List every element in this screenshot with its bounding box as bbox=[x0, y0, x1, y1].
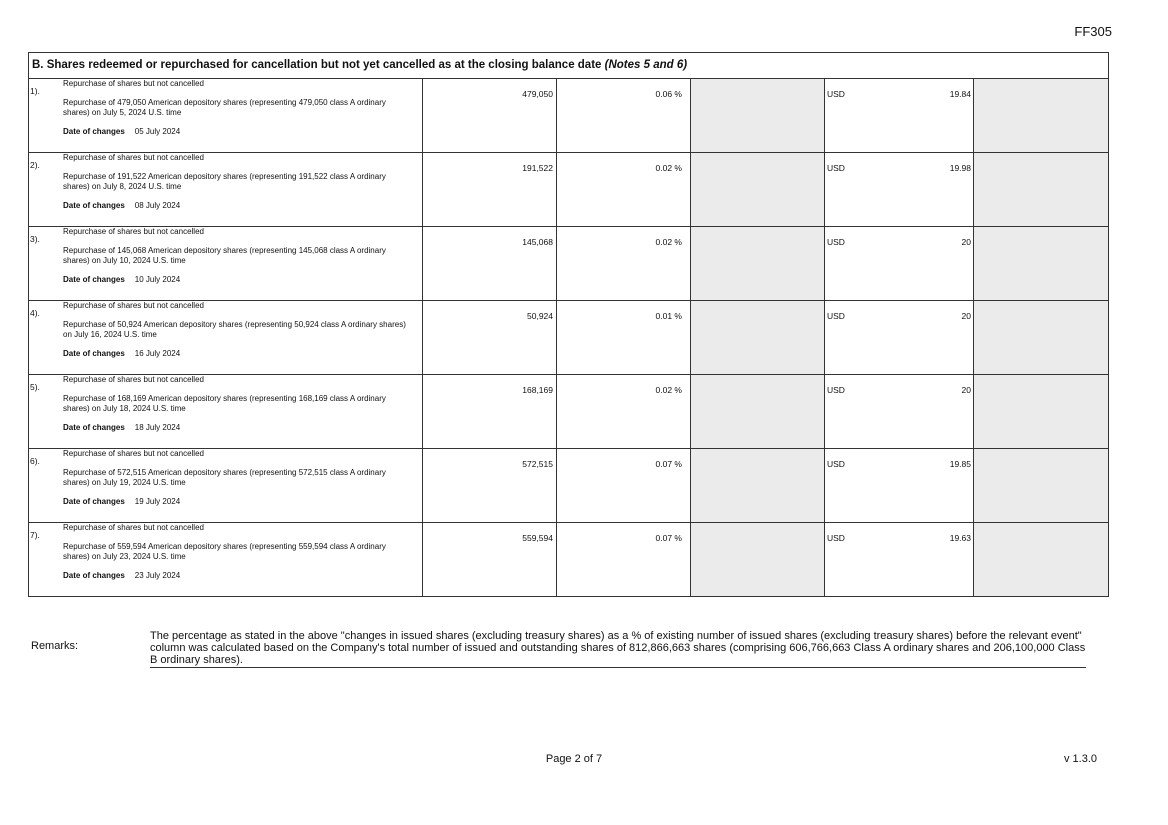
shares-value: 559,594 bbox=[522, 533, 553, 543]
row-number: 1). bbox=[30, 86, 40, 96]
date-value: 23 July 2024 bbox=[134, 571, 181, 580]
description-cell bbox=[29, 153, 423, 226]
percentage-value: 0.07 % bbox=[655, 459, 682, 469]
change-description: Repurchase of 145,068 American depository shares (representing 145,068 class A ordinary shares) on July 10, 2024 U.S. time bbox=[63, 246, 386, 265]
description bbox=[63, 449, 422, 522]
row-number: 4). bbox=[30, 308, 40, 318]
price-value: 19.98 bbox=[949, 163, 971, 173]
shares-value: 145,068 bbox=[522, 237, 553, 247]
price-value: 20 bbox=[961, 385, 971, 395]
description-cell bbox=[29, 449, 423, 522]
date-label: Date of changes bbox=[63, 571, 125, 580]
row-number: 3). bbox=[30, 234, 40, 244]
description bbox=[63, 301, 422, 374]
shares-value: 50,924 bbox=[527, 311, 553, 321]
date-value: 19 July 2024 bbox=[134, 497, 181, 506]
description bbox=[63, 227, 422, 300]
shaded-cell bbox=[691, 79, 825, 152]
change-type: Repurchase of shares but not cancelled bbox=[63, 153, 204, 162]
shaded-cell bbox=[691, 153, 825, 226]
price-cell bbox=[825, 375, 974, 448]
shares-cell bbox=[423, 301, 557, 374]
shaded-cell bbox=[974, 301, 1108, 374]
date-of-changes bbox=[63, 275, 414, 285]
currency: USD bbox=[827, 459, 845, 469]
remarks-label: Remarks: bbox=[31, 640, 79, 652]
description-cell bbox=[29, 523, 423, 596]
shares-cell bbox=[423, 227, 557, 300]
row-number: 7). bbox=[30, 530, 40, 540]
percentage-value: 0.02 % bbox=[655, 385, 682, 395]
change-type: Repurchase of shares but not cancelled bbox=[63, 449, 204, 458]
version: v 1.3.0 bbox=[1063, 753, 1097, 765]
row-number: 5). bbox=[30, 382, 40, 392]
table-row bbox=[29, 301, 1108, 375]
table-row bbox=[29, 79, 1108, 153]
page-number: Page 2 of 7 bbox=[545, 753, 603, 765]
shares-cell bbox=[423, 153, 557, 226]
price-cell bbox=[825, 301, 974, 374]
price-value: 19.85 bbox=[949, 459, 971, 469]
shaded-cell bbox=[691, 449, 825, 522]
date-of-changes bbox=[63, 497, 414, 507]
date-label: Date of changes bbox=[63, 127, 125, 136]
shaded-cell bbox=[974, 227, 1108, 300]
percentage-cell bbox=[557, 523, 691, 596]
price-cell bbox=[825, 449, 974, 522]
currency: USD bbox=[827, 163, 845, 173]
currency: USD bbox=[827, 385, 845, 395]
percentage-cell bbox=[557, 301, 691, 374]
shares-value: 572,515 bbox=[522, 459, 553, 469]
date-value: 08 July 2024 bbox=[134, 201, 181, 210]
shaded-cell bbox=[691, 375, 825, 448]
date-value: 16 July 2024 bbox=[134, 349, 181, 358]
date-value: 05 July 2024 bbox=[134, 127, 181, 136]
table-row bbox=[29, 227, 1108, 301]
table-body bbox=[29, 79, 1108, 596]
percentage-value: 0.02 % bbox=[655, 237, 682, 247]
percentage-cell bbox=[557, 375, 691, 448]
price-value: 19.84 bbox=[949, 89, 971, 99]
currency: USD bbox=[827, 89, 845, 99]
shares-cell bbox=[423, 449, 557, 522]
date-of-changes bbox=[63, 349, 414, 359]
description-cell bbox=[29, 375, 423, 448]
section-title-text: B. Shares redeemed or repurchased for cancellation but not yet cancelled as at the closing balance date bbox=[32, 59, 605, 71]
table-row bbox=[29, 375, 1108, 449]
date-label: Date of changes bbox=[63, 423, 125, 432]
price-cell bbox=[825, 153, 974, 226]
date-label: Date of changes bbox=[63, 349, 125, 358]
change-type: Repurchase of shares but not cancelled bbox=[63, 79, 204, 88]
currency: USD bbox=[827, 237, 845, 247]
date-of-changes bbox=[63, 423, 414, 433]
remarks-text: The percentage as stated in the above "changes in issued shares (excluding treasury shares) as a % of existing number of issued shares (excluding treasury shares) before the relevant event" column was calculated based on the Company's total number of issued and outstanding shares of 812,866,663 shares (comprising 606,766,663 Class A ordinary shares and 206,100,000 Class B ordinary shares). bbox=[150, 630, 1086, 666]
shares-cell bbox=[423, 523, 557, 596]
shaded-cell bbox=[691, 301, 825, 374]
date-label: Date of changes bbox=[63, 201, 125, 210]
price-value: 20 bbox=[961, 237, 971, 247]
currency: USD bbox=[827, 533, 845, 543]
date-label: Date of changes bbox=[63, 275, 125, 284]
change-type: Repurchase of shares but not cancelled bbox=[63, 227, 204, 236]
percentage-cell bbox=[557, 153, 691, 226]
date-value: 10 July 2024 bbox=[134, 275, 181, 284]
table-row bbox=[29, 153, 1108, 227]
description bbox=[63, 523, 422, 596]
percentage-cell bbox=[557, 79, 691, 152]
shares-repurchased-table bbox=[28, 52, 1109, 597]
price-value: 19.63 bbox=[949, 533, 971, 543]
section-title bbox=[29, 53, 1108, 79]
date-label: Date of changes bbox=[63, 497, 125, 506]
change-description: Repurchase of 479,050 American depository shares (representing 479,050 class A ordinary shares) on July 5, 2024 U.S. time bbox=[63, 98, 386, 117]
currency: USD bbox=[827, 311, 845, 321]
description-cell bbox=[29, 227, 423, 300]
price-cell bbox=[825, 227, 974, 300]
form-code: FF305 bbox=[1074, 24, 1112, 39]
shares-value: 168,169 bbox=[522, 385, 553, 395]
row-number: 2). bbox=[30, 160, 40, 170]
percentage-value: 0.07 % bbox=[655, 533, 682, 543]
shaded-cell bbox=[974, 79, 1108, 152]
table-row bbox=[29, 523, 1108, 596]
price-cell bbox=[825, 79, 974, 152]
shares-cell bbox=[423, 79, 557, 152]
shaded-cell bbox=[974, 523, 1108, 596]
shares-cell bbox=[423, 375, 557, 448]
date-of-changes bbox=[63, 201, 414, 211]
description bbox=[63, 79, 422, 152]
description-cell bbox=[29, 79, 423, 152]
shaded-cell bbox=[691, 523, 825, 596]
description-cell bbox=[29, 301, 423, 374]
shares-value: 191,522 bbox=[522, 163, 553, 173]
table-row bbox=[29, 449, 1108, 523]
description bbox=[63, 153, 422, 226]
percentage-value: 0.02 % bbox=[655, 163, 682, 173]
change-description: Repurchase of 191,522 American depository shares (representing 191,522 class A ordinary shares) on July 8, 2024 U.S. time bbox=[63, 172, 386, 191]
section-notes: (Notes 5 and 6) bbox=[604, 59, 688, 71]
change-description: Repurchase of 50,924 American depository shares (representing 50,924 class A ordinary shares) on July 16, 2024 U.S. time bbox=[63, 320, 406, 339]
row-number: 6). bbox=[30, 456, 40, 466]
change-type: Repurchase of shares but not cancelled bbox=[63, 375, 204, 384]
shaded-cell bbox=[974, 375, 1108, 448]
description bbox=[63, 375, 422, 448]
shaded-cell bbox=[974, 153, 1108, 226]
shaded-cell bbox=[974, 449, 1108, 522]
price-cell bbox=[825, 523, 974, 596]
percentage-cell bbox=[557, 449, 691, 522]
shaded-cell bbox=[691, 227, 825, 300]
date-of-changes bbox=[63, 571, 414, 581]
change-type: Repurchase of shares but not cancelled bbox=[63, 301, 204, 310]
change-description: Repurchase of 572,515 American depository shares (representing 572,515 class A ordinary shares) on July 19, 2024 U.S. time bbox=[63, 468, 386, 487]
percentage-cell bbox=[557, 227, 691, 300]
change-description: Repurchase of 168,169 American depository shares (representing 168,169 class A ordinary shares) on July 18, 2024 U.S. time bbox=[63, 394, 386, 413]
date-of-changes bbox=[63, 127, 414, 137]
date-value: 18 July 2024 bbox=[134, 423, 181, 432]
change-description: Repurchase of 559,594 American depository shares (representing 559,594 class A ordinary shares) on July 23, 2024 U.S. time bbox=[63, 542, 386, 561]
change-type: Repurchase of shares but not cancelled bbox=[63, 523, 204, 532]
percentage-value: 0.06 % bbox=[655, 89, 682, 99]
price-value: 20 bbox=[961, 311, 971, 321]
percentage-value: 0.01 % bbox=[655, 311, 682, 321]
shares-value: 479,050 bbox=[522, 89, 553, 99]
